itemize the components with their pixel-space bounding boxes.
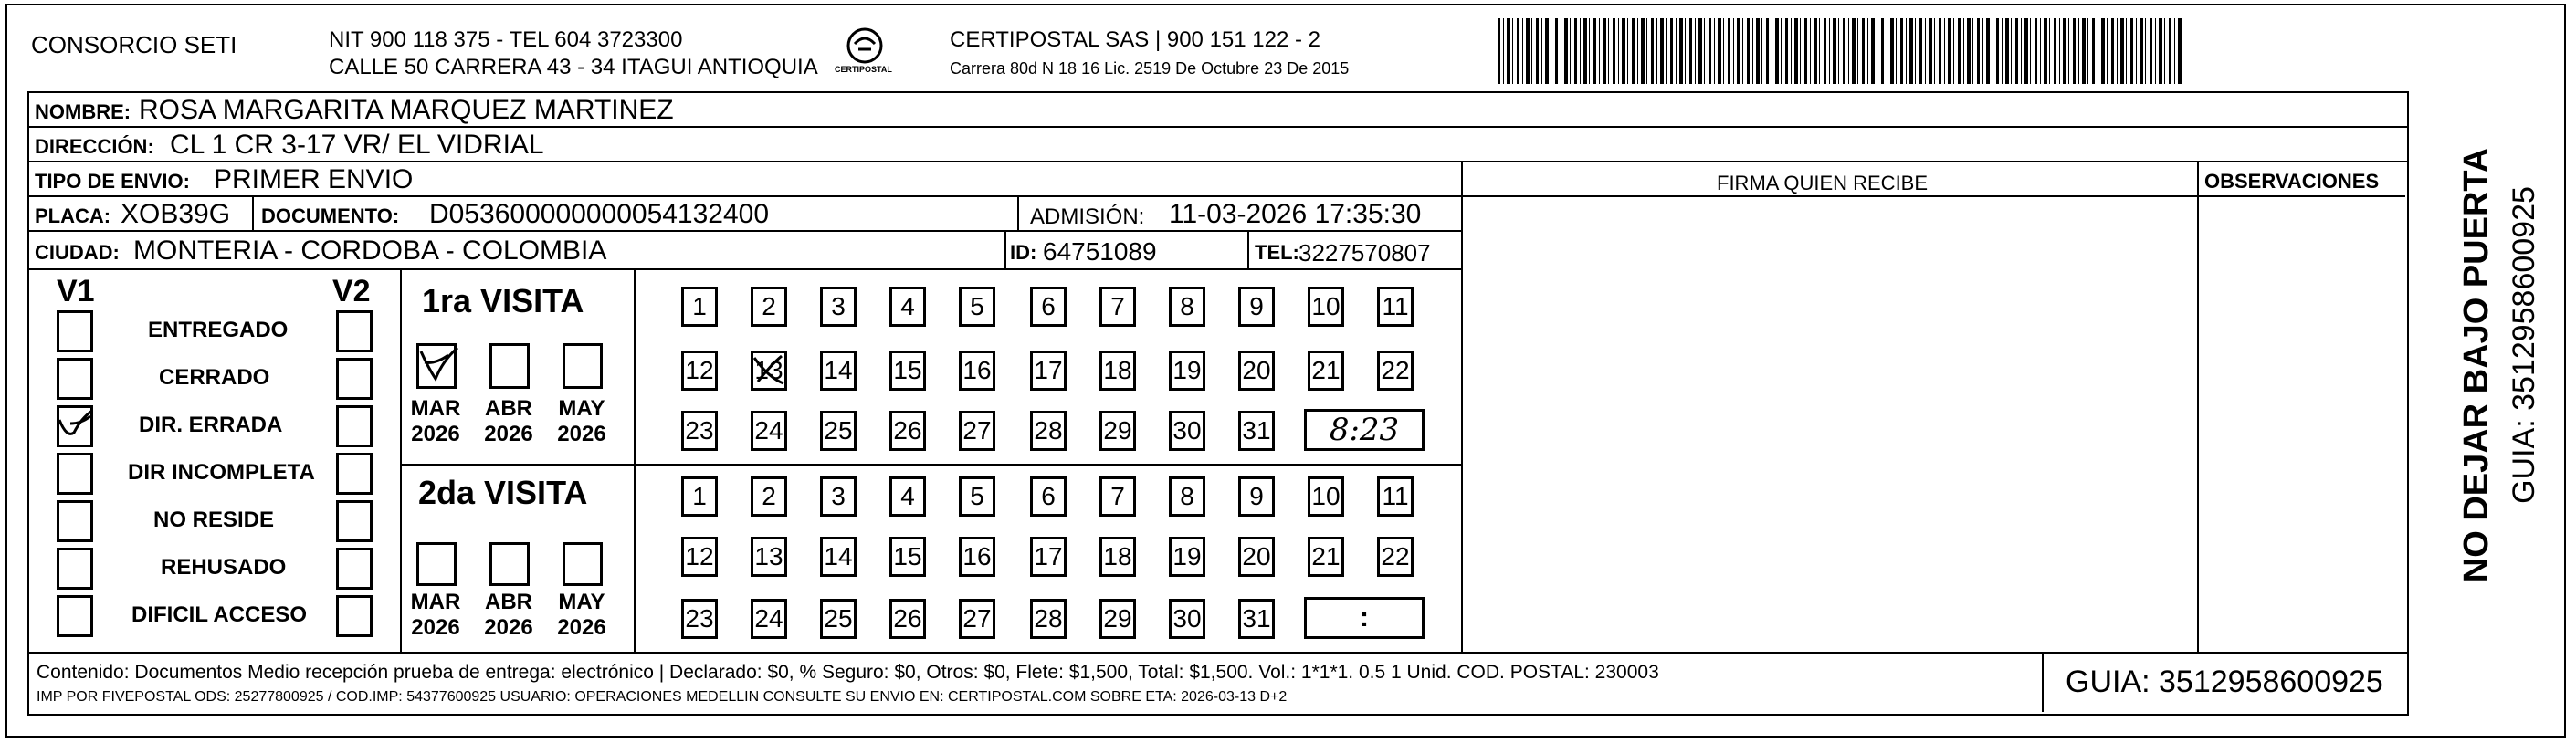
first-visit-day-22[interactable]: 22	[1377, 351, 1414, 391]
no-dejar-bajo-puerta: NO DEJAR BAJO PUERTA	[2457, 147, 2496, 583]
second-visit-day-6[interactable]: 6	[1030, 476, 1067, 517]
status-dir-incompleta: DIR INCOMPLETA	[128, 460, 315, 485]
first-visit-day-15[interactable]: 15	[889, 351, 926, 391]
first-visit-day-6[interactable]: 6	[1030, 287, 1067, 327]
col-divider	[2197, 161, 2199, 654]
second-visit-month-abr-checkbox[interactable]	[489, 542, 530, 586]
first-visit-day-27[interactable]: 27	[959, 411, 995, 451]
v1-entregado-checkbox[interactable]	[57, 310, 93, 352]
admision-value: 11-03-2026 17:35:30	[1169, 199, 1422, 229]
second-visit-day-16[interactable]: 16	[959, 537, 995, 577]
nombre-value: ROSA MARGARITA MARQUEZ MARTINEZ	[139, 95, 674, 125]
certipostal-line: CERTIPOSTAL SAS | 900 151 122 - 2	[950, 27, 1320, 52]
direccion-label: DIRECCIÓN:	[35, 135, 154, 158]
v1-rehusado-checkbox[interactable]	[57, 548, 93, 590]
v2-cerrado-checkbox[interactable]	[336, 358, 373, 400]
v1-dificil-acceso-checkbox[interactable]	[57, 595, 93, 637]
guia-box-divider	[2042, 652, 2044, 712]
ciudad-value: MONTERIA - CORDOBA - COLOMBIA	[133, 235, 607, 266]
v2-label: V2	[332, 274, 371, 309]
first-visit-day-2[interactable]: 2	[751, 287, 787, 327]
row-divider	[27, 161, 2407, 162]
certipostal-logo	[833, 24, 897, 80]
first-visit-month-may-checkbox[interactable]	[563, 343, 603, 389]
second-visit-day-10[interactable]: 10	[1308, 476, 1344, 517]
first-visit-day-12[interactable]: 12	[681, 351, 718, 391]
first-visit-month-mar-label: MAR 2026	[410, 396, 461, 446]
nombre-label: NOMBRE:	[35, 100, 131, 123]
status-no-reside: NO RESIDE	[153, 508, 275, 532]
logo-text: CERTIPOSTAL	[835, 65, 892, 74]
first-visit-day-20[interactable]: 20	[1238, 351, 1275, 391]
second-visit-day-31[interactable]: 31	[1238, 599, 1275, 639]
first-visit-title: 1ra VISITA	[422, 282, 584, 319]
side-guia-number: GUIA: 3512958600925	[2507, 186, 2541, 504]
calendar-divider	[634, 268, 636, 654]
v2-dir-errada-checkbox[interactable]	[336, 405, 373, 447]
second-visit-day-9[interactable]: 9	[1238, 476, 1275, 517]
first-visit-day-11[interactable]: 11	[1377, 287, 1414, 327]
first-visit-day-25[interactable]: 25	[820, 411, 857, 451]
second-visit-day-19[interactable]: 19	[1169, 537, 1205, 577]
second-visit-day-8[interactable]: 8	[1169, 476, 1205, 517]
second-visit-day-20[interactable]: 20	[1238, 537, 1275, 577]
first-visit-day-4[interactable]: 4	[889, 287, 926, 327]
second-visit-day-25[interactable]: 25	[820, 599, 857, 639]
footer-divider	[27, 652, 2407, 654]
first-visit-day-29[interactable]: 29	[1099, 411, 1136, 451]
second-visit-day-13[interactable]: 13	[751, 537, 787, 577]
second-visit-day-26[interactable]: 26	[889, 599, 926, 639]
address-line: CALLE 50 CARRERA 43 - 34 ITAGUI ANTIOQUIA	[329, 55, 818, 79]
col-divider	[1017, 195, 1019, 232]
tel-value: 3227570807	[1299, 239, 1431, 267]
ciudad-label: CIUDAD:	[35, 241, 120, 264]
license-line: Carrera 80d N 18 16 Lic. 2519 De Octubre 23 De 2015	[950, 59, 1350, 78]
second-visit-month-mar-checkbox[interactable]	[416, 542, 457, 586]
second-visit-day-23[interactable]: 23	[681, 599, 718, 639]
company-name: CONSORCIO SETI	[31, 31, 237, 58]
v1-cerrado-checkbox[interactable]	[57, 358, 93, 400]
first-visit-day-8[interactable]: 8	[1169, 287, 1205, 327]
v1-dir-incompleta-checkbox[interactable]	[57, 453, 93, 495]
signature-header-divider	[1461, 195, 2405, 197]
nit-line: NIT 900 118 375 - TEL 604 3723300	[329, 27, 683, 52]
second-visit-month-may-label: MAY 2026	[557, 590, 606, 640]
status-column-divider	[400, 268, 402, 654]
first-visit-day-5[interactable]: 5	[959, 287, 995, 327]
v1-dir-errada-checkbox[interactable]	[57, 405, 93, 447]
footer-guia: GUIA: 3512958600925	[2066, 665, 2383, 699]
v2-entregado-checkbox[interactable]	[336, 310, 373, 352]
second-visit-month-abr-label: ABR 2026	[484, 590, 533, 640]
first-visit-day-9[interactable]: 9	[1238, 287, 1275, 327]
second-visit-day-1[interactable]: 1	[681, 476, 718, 517]
v2-dificil-acceso-checkbox[interactable]	[336, 595, 373, 637]
status-cerrado: CERRADO	[159, 365, 270, 390]
first-visit-day-1[interactable]: 1	[681, 287, 718, 327]
col-divider	[252, 195, 254, 232]
observaciones-label: OBSERVACIONES	[2204, 170, 2380, 193]
second-visit-day-18[interactable]: 18	[1099, 537, 1136, 577]
second-visit-day-24[interactable]: 24	[751, 599, 787, 639]
first-visit-month-may-label: MAY 2026	[557, 396, 606, 446]
status-dificil-acceso: DIFICIL ACCESO	[131, 602, 308, 627]
first-visit-month-abr-label: ABR 2026	[484, 396, 533, 446]
tipo-envio-label: TIPO DE ENVIO:	[35, 170, 190, 193]
status-dir-errada: DIR. ERRADA	[139, 413, 283, 437]
second-visit-day-5[interactable]: 5	[959, 476, 995, 517]
first-visit-day-26[interactable]: 26	[889, 411, 926, 451]
row-divider	[27, 126, 2407, 128]
visit-divider	[400, 464, 1463, 466]
col-divider	[1004, 230, 1006, 270]
first-visit-day-19[interactable]: 19	[1169, 351, 1205, 391]
first-visit-time-box[interactable]	[1304, 409, 1425, 451]
footer-imp-line: IMP POR FIVEPOSTAL ODS: 25277800925 / COD.IMP: 54377600925 USUARIO: OPERACIONES MEDELLIN CONSULTE SU ENVIO EN: CERTIPOSTAL.COM SOBRE ETA: 2026-03-13 D+2	[37, 689, 1288, 705]
second-visit-day-30[interactable]: 30	[1169, 599, 1205, 639]
id-label: ID:	[1010, 241, 1037, 264]
row-divider	[27, 195, 1463, 197]
first-visit-day-28[interactable]: 28	[1030, 411, 1067, 451]
second-visit-day-15[interactable]: 15	[889, 537, 926, 577]
placa-label: PLACA:	[35, 204, 111, 227]
id-value: 64751089	[1043, 237, 1157, 266]
admision-label: ADMISIÓN:	[1030, 204, 1145, 229]
second-visit-day-29[interactable]: 29	[1099, 599, 1136, 639]
footer-content-line: Contenido: Documentos Medio recepción prueba de entrega: electrónico | Declarado: $0, % Seguro: $0, Otros: $0, Flete: $1,500, Total: $1,500. Vol.: 1*1*1. 0.5 1 Unid. COD. POSTAL: 230003	[37, 662, 1659, 683]
barcode	[1498, 18, 2182, 84]
second-visit-day-14[interactable]: 14	[820, 537, 857, 577]
first-visit-month-abr-checkbox[interactable]	[489, 343, 530, 389]
direccion-value: CL 1 CR 3-17 VR/ EL VIDRIAL	[170, 130, 544, 160]
first-visit-day-31[interactable]: 31	[1238, 411, 1275, 451]
strike-mark	[751, 351, 787, 391]
second-visit-title: 2da VISITA	[418, 474, 588, 511]
second-visit-month-may-checkbox[interactable]	[563, 542, 603, 586]
second-visit-time-box[interactable]	[1304, 597, 1425, 639]
v1-no-reside-checkbox[interactable]	[57, 500, 93, 542]
first-visit-time: 8:23	[1329, 412, 1400, 448]
second-visit-day-3[interactable]: 3	[820, 476, 857, 517]
first-visit-day-30[interactable]: 30	[1169, 411, 1205, 451]
documento-label: DOCUMENTO:	[261, 204, 400, 227]
v1-label: V1	[57, 274, 95, 309]
v2-dir-incompleta-checkbox[interactable]	[336, 453, 373, 495]
first-visit-day-21[interactable]: 21	[1308, 351, 1344, 391]
second-visit-day-28[interactable]: 28	[1030, 599, 1067, 639]
placa-value: XOB39G	[121, 199, 231, 229]
first-visit-day-24[interactable]: 24	[751, 411, 787, 451]
second-visit-time: :	[1360, 602, 1369, 633]
second-visit-day-7[interactable]: 7	[1099, 476, 1136, 517]
second-visit-day-17[interactable]: 17	[1030, 537, 1067, 577]
second-visit-day-4[interactable]: 4	[889, 476, 926, 517]
second-visit-day-2[interactable]: 2	[751, 476, 787, 517]
first-visit-day-14[interactable]: 14	[820, 351, 857, 391]
first-visit-day-13[interactable]: 13	[751, 351, 787, 391]
second-visit-day-11[interactable]: 11	[1377, 476, 1414, 517]
second-visit-day-12[interactable]: 12	[681, 537, 718, 577]
status-rehusado: REHUSADO	[161, 555, 287, 580]
first-visit-day-17[interactable]: 17	[1030, 351, 1067, 391]
second-visit-day-22[interactable]: 22	[1377, 537, 1414, 577]
second-visit-day-21[interactable]: 21	[1308, 537, 1344, 577]
v2-no-reside-checkbox[interactable]	[336, 500, 373, 542]
col-divider	[1247, 230, 1249, 270]
documento-value: D053600000000054132400	[429, 199, 770, 229]
first-visit-day-10[interactable]: 10	[1308, 287, 1344, 327]
first-visit-day-7[interactable]: 7	[1099, 287, 1136, 327]
first-visit-day-18[interactable]: 18	[1099, 351, 1136, 391]
status-entregado: ENTREGADO	[148, 318, 289, 342]
v2-rehusado-checkbox[interactable]	[336, 548, 373, 590]
first-visit-day-23[interactable]: 23	[681, 411, 718, 451]
first-visit-month-mar-checkbox[interactable]	[416, 343, 457, 389]
firma-label: FIRMA QUIEN RECIBE	[1717, 172, 1929, 194]
first-visit-day-3[interactable]: 3	[820, 287, 857, 327]
first-visit-day-16[interactable]: 16	[959, 351, 995, 391]
second-visit-day-27[interactable]: 27	[959, 599, 995, 639]
tipo-envio-value: PRIMER ENVIO	[214, 164, 414, 194]
tel-label: TEL:	[1255, 241, 1299, 264]
second-visit-month-mar-label: MAR 2026	[410, 590, 461, 640]
col-divider	[1461, 161, 1463, 654]
